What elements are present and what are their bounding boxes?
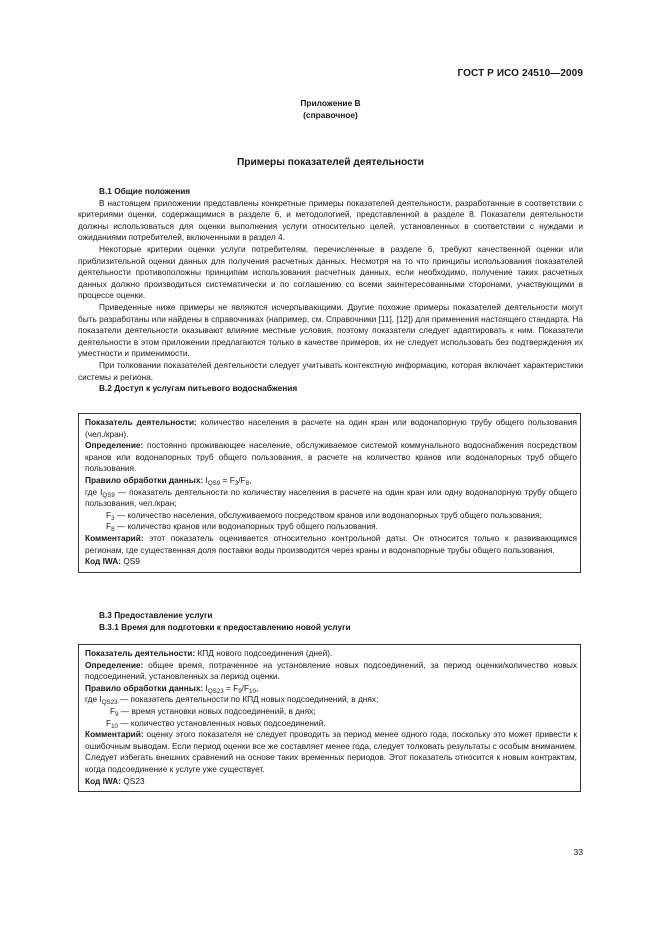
variable-line xyxy=(85,521,577,533)
comment-line xyxy=(85,533,577,556)
paragraph: Приведенные ниже примеры не являются исчерпывающими. Другие похожие примеры показателей деятельности могут быть разработаны или найдены в справочниках (например, см. Справочники [11], [12]) для применения настоящего стандарта. На показатели деятельности оказывают влияние местные условия, поэтому показатели следует адаптировать к ним. Показатели деятельности в этом приложении предлагаются только в качестве примеров, их не следует использовать без подтверждения их уместности и применимости. xyxy=(78,301,583,359)
indicator-label: Показатель деятельности: xyxy=(85,648,196,658)
formula-subscript: QS9 xyxy=(102,491,115,499)
section-b31-heading: В.3.1 Время для подготовки к предоставлению новой услуги xyxy=(99,621,351,632)
variable-symbol: F xyxy=(106,509,112,520)
where-text: — показатель деятельности по количеству населения в расчете на один кран или одну водонапорную трубу общего пользования, чел./кран; xyxy=(85,486,577,509)
code-value: QS9 xyxy=(121,556,140,567)
variable-symbol: F xyxy=(106,717,112,728)
formula-subscript: 9 xyxy=(238,687,242,695)
section-b3 xyxy=(78,610,583,633)
formula-line xyxy=(85,683,577,695)
code-line xyxy=(85,556,577,568)
formula-part: /F xyxy=(241,682,250,693)
formula-part: = F xyxy=(220,474,235,485)
code-label: Код IWA: xyxy=(85,775,122,786)
paragraph: Некоторые критерии оценки услуги потребителям, перечисленные в разделе 6, требуют качественной оценки или приблизительной оценки данных для получения расчетных данных. Несмотря на то что принципы использования показателей деятельности противоположны принципам использования расчетных данных, если необходимо, получение таких расчетных данных должно производиться систематически и по соглашению со всеми заинтересованными сторонами, участвующими в процессе оценки. xyxy=(78,243,583,301)
code-label: Код IWA: xyxy=(85,556,122,567)
formula-subscript: 10 xyxy=(249,687,256,695)
comment-text: этот показатель оценивается относительно контрольной даты. Он относится только к развивающимся регионам, где существенная доля поставки воды производится через краны и водонапорные трубы общего пользования. xyxy=(85,532,577,555)
indicator-box-qs9 xyxy=(78,413,581,573)
where-line xyxy=(85,694,577,706)
section-b2-heading: В.2 Доступ к услугам питьевого водоснабжения xyxy=(99,383,298,394)
rule-label: Правило обработки данных: xyxy=(85,474,204,485)
formula-part: , xyxy=(249,474,252,485)
formula-part: , xyxy=(255,682,259,693)
formula-part: /F xyxy=(238,474,246,485)
document-header-standard: ГОСТ Р ИСО 24510—2009 xyxy=(457,68,583,79)
formula-subscript: 3 xyxy=(234,479,239,487)
code-value: QS23 xyxy=(121,775,145,786)
definition-text: общее время, потраченное на установление новых подсоединений, за период оценки/количество новых подсоединений, установленных за период оценки. xyxy=(85,659,577,682)
formula-subscript: QS9 xyxy=(207,479,221,487)
definition-line xyxy=(85,440,577,475)
indicator-line xyxy=(85,648,577,660)
page-number: 33 xyxy=(573,847,583,857)
code-line xyxy=(85,776,577,788)
indicator-text: количество населения в расчете на один кран или водонапорную трубу общего пользования (чел./кран). xyxy=(85,417,577,439)
variable-line xyxy=(85,706,577,718)
variable-text: — количество кранов или водонапорных труб общего пользования. xyxy=(114,521,378,532)
variable-line xyxy=(85,510,577,522)
formula-part: I xyxy=(203,474,208,485)
definition-label: Определение: xyxy=(85,440,144,451)
formula-subscript: QS23 xyxy=(101,699,118,707)
indicator-box-qs23 xyxy=(78,644,581,792)
formula-subscript: 8 xyxy=(111,526,115,534)
section-b1 xyxy=(78,186,583,395)
formula-subscript: 3 xyxy=(111,514,115,522)
formula-subscript: QS23 xyxy=(207,687,224,695)
comment-label: Комментарий: xyxy=(85,729,144,740)
indicator-text: КПД нового подсоединения (дней). xyxy=(195,648,333,658)
appendix-label: Приложение В xyxy=(300,98,361,108)
comment-line xyxy=(85,729,577,775)
formula-line xyxy=(85,475,577,487)
where-line xyxy=(85,487,577,510)
appendix-kind: (справочное) xyxy=(303,110,358,121)
variable-symbol: F xyxy=(110,705,116,716)
where-prefix: где I xyxy=(85,486,103,497)
formula-subscript: 9 xyxy=(115,710,119,718)
where-prefix: где I xyxy=(85,694,102,705)
definition-text: постоянно проживающее население, обслуживаемое системой коммунального водоснабжения посредством кранов или водонапорных труб общего пользования, в расчете на количество кранов или водонапорных труб общего пользования. xyxy=(85,440,577,474)
variable-line xyxy=(85,718,577,730)
formula-part: = F xyxy=(223,682,239,693)
variable-text: — количество населения, обслуживаемого посредством кранов или водонапорных труб общего пользования; xyxy=(114,509,542,520)
comment-label: Комментарий: xyxy=(85,532,144,543)
variable-symbol: F xyxy=(106,521,112,532)
formula-subscript: 10 xyxy=(111,722,118,730)
definition-label: Определение: xyxy=(85,659,144,670)
formula-part: I xyxy=(203,682,208,693)
rule-label: Правило обработки данных: xyxy=(85,682,204,693)
indicator-line xyxy=(85,417,577,440)
section-b3-heading: В.3 Предоставление услуги xyxy=(99,610,213,620)
formula-subscript: 8 xyxy=(245,479,250,487)
variable-text: — количество установленных новых подсоединений. xyxy=(117,717,326,728)
section-b1-heading: В.1 Общие положения xyxy=(99,186,191,196)
appendix-title: Примеры показателей деятельности xyxy=(236,157,424,168)
paragraph: При толковании показателей деятельности следует учитывать контекстную информацию, которая включает характеристики системы и региона. xyxy=(78,359,583,382)
indicator-label: Показатель деятельности: xyxy=(85,417,197,427)
where-text: — показатель деятельности по КПД новых подсоединений, в днях; xyxy=(117,694,379,705)
definition-line xyxy=(85,660,577,683)
appendix-heading xyxy=(0,97,661,121)
paragraph: В настоящем приложении представлены конкретные примеры показателей деятельности, разработанные в соответствии с критериями оценки, содержащимися в разделе 6, и методологией, представленной в разделе 8. Показатели деятельности должны использоваться для оценки выполнения услуги относительно целей, установленных в соответствии с нуждами и ожиданиями потребителей, включенными в раздел 4. xyxy=(78,197,583,243)
comment-text: оценку этого показателя не следует проводить за период менее одного года, поскольку это может привести к ошибочным выводам. Если период оценки все же составляет менее года, следует толковать результаты с особым вниманием. Следует избегать внешних сравнений на основе таких временных периодов. Этот показатель относится к новым контрактам, когда подсоединение к услуге уже существует. xyxy=(85,729,577,774)
variable-text: — время установки новых подсоединений, в днях; xyxy=(118,705,316,716)
